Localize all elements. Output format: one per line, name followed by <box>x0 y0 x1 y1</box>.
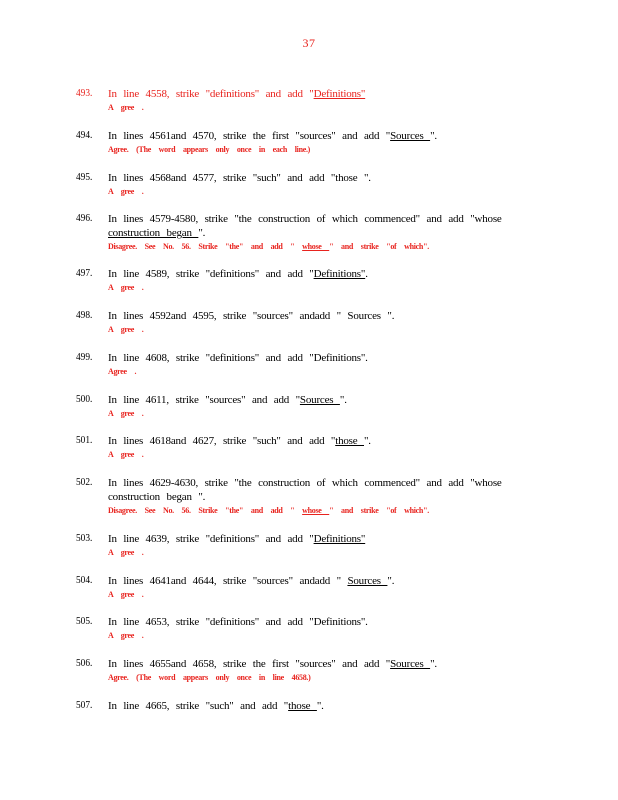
entry-number: 498. <box>76 309 93 321</box>
entry-number: 500. <box>76 393 93 405</box>
entry-number: 495. <box>76 171 93 183</box>
entry-text: In line 4589, strike "definitions" and add "Definitions". <box>108 268 368 280</box>
entry-number: 493. <box>76 87 93 99</box>
entry-number: 506. <box>76 657 93 669</box>
entry-text: In lines 4568and 4577, strike "such" and add "those ". <box>108 172 371 184</box>
entry-note: A gree . <box>108 590 144 599</box>
entry-note: Agree. (The word appears only once in each line.) <box>108 145 311 154</box>
entry-text: In lines 4641and 4644, strike "sources" andadd " Sources ". <box>108 575 395 587</box>
entry-number: 501. <box>76 434 93 446</box>
entry-note: A gree . <box>108 631 144 640</box>
entry-note: A gree . <box>108 548 144 557</box>
entry-text: In lines 4579-4580, strike "the construction of which commenced" and add "whose construction began ". <box>108 213 502 239</box>
entry-note: A gree . <box>108 187 144 196</box>
entry-number: 502. <box>76 476 93 488</box>
entry-number: 494. <box>76 129 93 141</box>
entry-text: In lines 4655and 4658, strike the first "sources" and add "Sources ". <box>108 658 437 670</box>
entry-text: In line 4558, strike "definitions" and add "Definitions" <box>108 88 366 100</box>
entry-note: Disagree. See No. 56. Strike "the" and add " whose " and strike "of which". <box>108 506 429 515</box>
entry-note: Agree. (The word appears only once in line 4658.) <box>108 673 311 682</box>
entry-note: Disagree. See No. 56. Strike "the" and add " whose " and strike "of which". <box>108 242 429 251</box>
entry-note: Agree . <box>108 367 137 376</box>
entry-text: In line 4608, strike "definitions" and add "Definitions". <box>108 352 368 364</box>
entry-note: A gree . <box>108 103 144 112</box>
entry-text: In line 4665, strike "such" and add "those ". <box>108 700 324 712</box>
entry-number: 507. <box>76 699 93 711</box>
entry-text: In line 4611, strike "sources" and add "Sources ". <box>108 394 347 406</box>
entry-number: 496. <box>76 212 93 224</box>
entry-text: In lines 4618and 4627, strike "such" and add "those ". <box>108 435 371 447</box>
entry-note: A gree . <box>108 409 144 418</box>
page-number: 37 <box>302 36 316 50</box>
entry-text: In lines 4592and 4595, strike "sources" andadd " Sources ". <box>108 310 395 322</box>
entry-number: 499. <box>76 351 93 363</box>
entry-note: A gree . <box>108 450 144 459</box>
entry-note: A gree . <box>108 283 144 292</box>
entry-note: A gree . <box>108 325 144 334</box>
entry-text: In line 4653, strike "definitions" and add "Definitions". <box>108 616 368 628</box>
entry-number: 503. <box>76 532 93 544</box>
entry-number: 504. <box>76 574 93 586</box>
entry-text: In lines 4629-4630, strike "the construction of which commenced" and add "whose construction began ". <box>108 477 502 503</box>
entry-text: In lines 4561and 4570, strike the first "sources" and add "Sources ". <box>108 130 437 142</box>
entry-number: 505. <box>76 615 93 627</box>
entry-text: In line 4639, strike "definitions" and add "Definitions" <box>108 533 366 545</box>
entry-number: 497. <box>76 267 93 279</box>
